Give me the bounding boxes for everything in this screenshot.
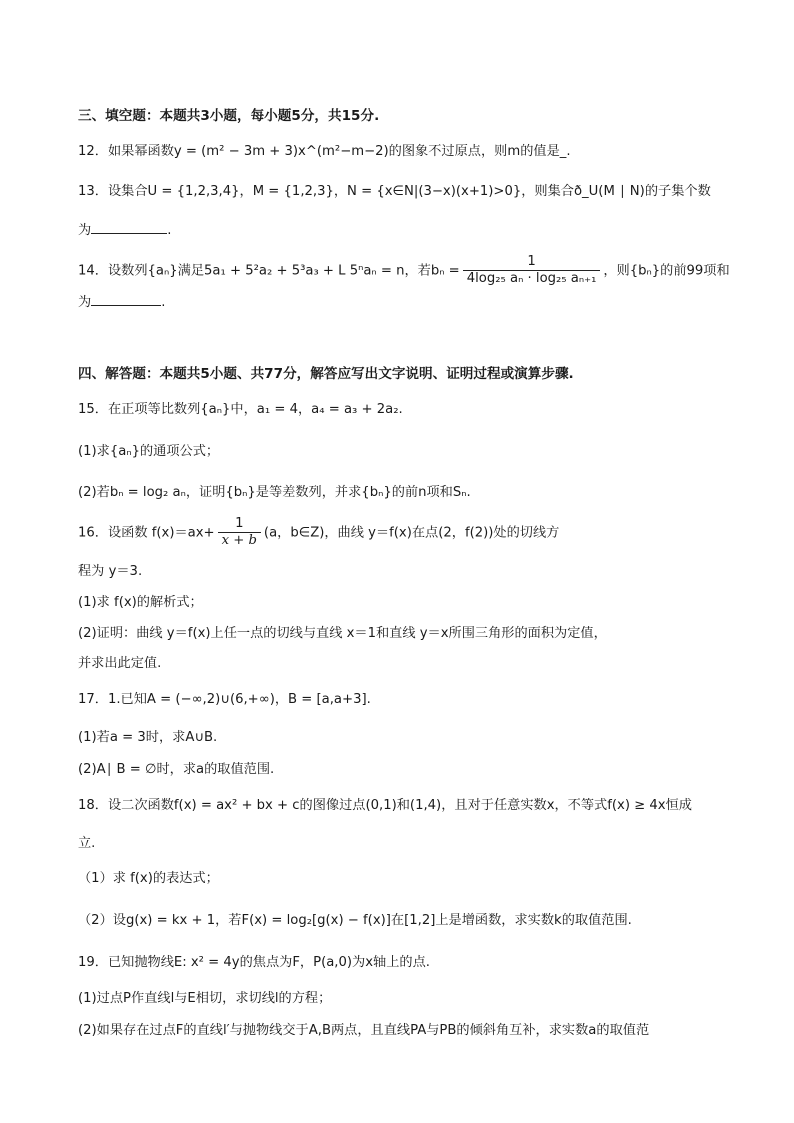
question-14-fraction (463, 254, 601, 287)
question-14-left: 14．设数列{aₙ}满足5a₁ + 5²a₂ + 5³a₃ + L 5ⁿaₙ = n，若bₙ = (78, 263, 460, 279)
question-14 (78, 254, 734, 287)
question-19-part-2: (2)如果存在过点F的直线l′与抛物线交于A,B两点，且直线PA与PB的倾斜角互补，求实数a的取值范 (78, 1023, 650, 1038)
question-13-answer-line (78, 219, 734, 241)
question-15-part-2: (2)若bₙ = log₂ aₙ，证明{bₙ}是等差数列，并求{bₙ}的前n项和Sₙ. (78, 485, 471, 500)
question-18-continued: 立. (78, 836, 96, 851)
fraction-denominator: x + b (221, 533, 257, 548)
question-14-suffix: . (161, 295, 166, 310)
question-17-part-1: (1)若a = 3时，求A∪B. (78, 730, 218, 745)
question-16-continued: 程为 y＝3. (78, 564, 143, 579)
question-18: 18．设二次函数f(x) = ax² + bx + c的图像过点(0,1)和(1,4)，且对于任意实数x，不等式f(x) ≥ 4x恒成 (78, 798, 692, 813)
question-16-part-1: (1)求 f(x)的解析式； (78, 595, 203, 610)
question-15: 15．在正项等比数列{aₙ}中，a₁ = 4，a₄ = a₃ + 2a₂. (78, 402, 403, 417)
question-16-fraction (218, 516, 261, 549)
fraction-numerator: 1 (463, 254, 601, 271)
question-18-part-1: （1）求 f(x)的表达式； (78, 871, 219, 886)
question-15-part-1: (1)求{aₙ}的通项公式； (78, 444, 220, 459)
question-16-part-2-continued: 并求出此定值. (78, 656, 162, 671)
fraction-numerator: 1 (218, 516, 261, 533)
question-16-left: 16．设函数 f(x)＝ax+ (78, 525, 215, 541)
question-14-answer-line (78, 291, 734, 313)
question-13-blank[interactable] (91, 219, 167, 234)
question-16-part-2: (2)证明：曲线 y＝f(x)上任一点的切线与直线 x＝1和直线 y＝x所围三角形的面积为定值， (78, 626, 607, 641)
question-14-blank[interactable] (91, 291, 161, 306)
fraction-denominator: 4log₂₅ aₙ · log₂₅ aₙ₊₁ (466, 271, 597, 286)
question-17: 17．1.已知A = (−∞,2)∪(6,+∞)，B = [a,a+3]. (78, 692, 371, 707)
section-3-heading: 三、填空题：本题共3小题，每小题5分，共15分. (78, 108, 380, 124)
question-12: 12．如果幂函数y = (m² − 3m + 3)x^(m²−m−2)的图象不过原点，则m的值是_. (78, 144, 571, 159)
question-13-prefix: 为 (78, 223, 92, 238)
question-14-right: ，则{bₙ}的前99项和 (603, 263, 730, 279)
question-19: 19．已知抛物线E: x² = 4y的焦点为F，P(a,0)为x轴上的点. (78, 955, 430, 970)
question-13-suffix: . (167, 223, 172, 238)
question-18-part-2: （2）设g(x) = kx + 1，若F(x) = log₂[g(x) − f(x)]在[1,2]上是增函数，求实数k的取值范围. (78, 913, 632, 928)
question-16-right: (a，b∈Z)，曲线 y＝f(x)在点(2，f(2))处的切线方 (263, 525, 560, 541)
question-13: 13．设集合U = {1,2,3,4}，M = {1,2,3}，N = {x∈N|(3−x)(x+1)>0}，则集合ð_U(M ∣ N)的子集个数 (78, 184, 711, 199)
question-19-part-1: (1)过点P作直线l与E相切，求切线l的方程； (78, 991, 332, 1006)
section-4-heading: 四、解答题：本题共5小题、共77分，解答应写出文字说明、证明过程或演算步骤. (78, 366, 574, 382)
question-16 (78, 516, 734, 549)
question-17-part-2: (2)A∣ B = ∅时，求a的取值范围. (78, 762, 275, 777)
question-14-prefix: 为 (78, 295, 92, 310)
